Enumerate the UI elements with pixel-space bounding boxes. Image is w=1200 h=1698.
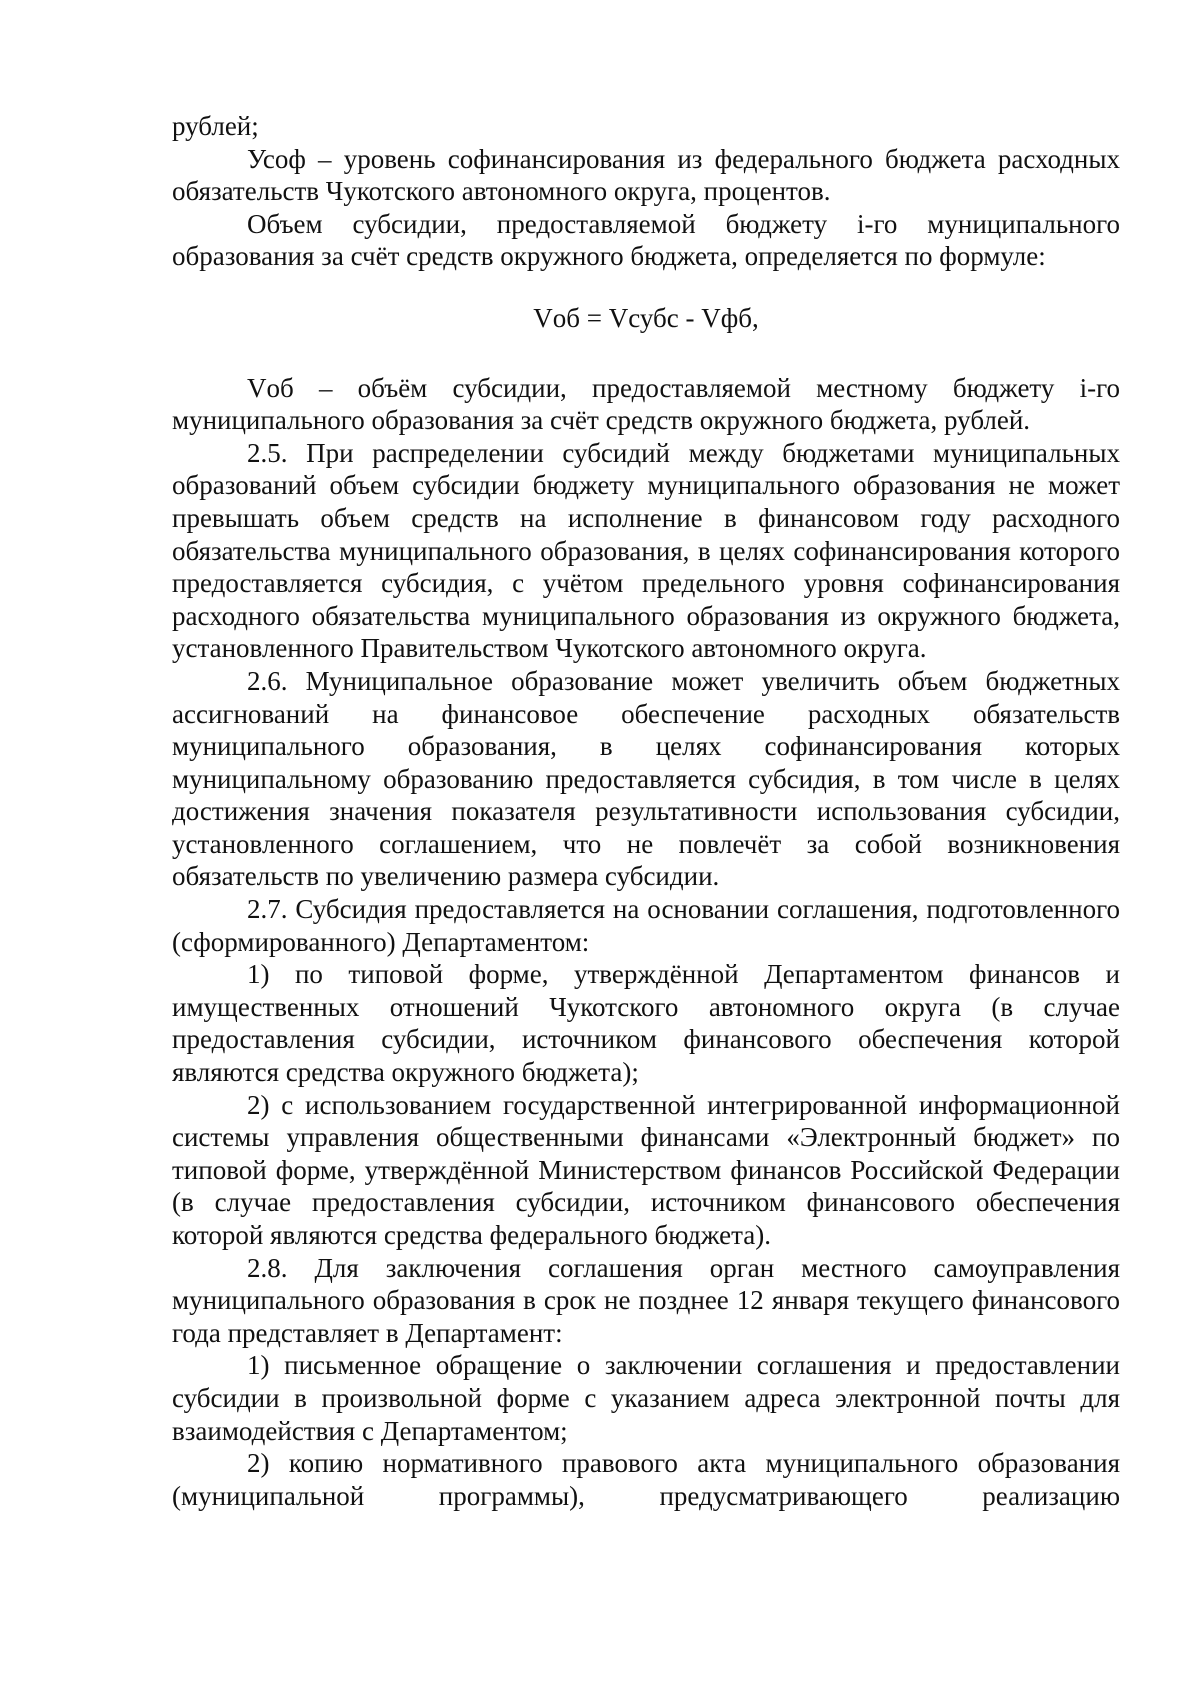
- paragraph-2-7: 2.7. Субсидия предоставляется на основании соглашения, подготовленного (сформированного) Департаментом:: [172, 894, 1120, 957]
- paragraph-usof-definition: Усоф – уровень софинансирования из федерального бюджета расходных обязательств Чукотского автономного округа, процентов.: [172, 143, 1120, 207]
- paragraph-rubley: рублей;: [172, 111, 259, 141]
- paragraph-vob-definition: Vоб – объём субсидии, предоставляемой местному бюджету i-го муниципального образования за счёт средств окружного бюджета, рублей.: [172, 372, 1120, 436]
- document-page: [172, 110, 1120, 1512]
- formula-vob: Vоб = Vсубс - Vфб,: [533, 302, 759, 333]
- paragraph-2-6: 2.6. Муниципальное образование может увеличить объем бюджетных ассигнований на финансовое обеспечение расходных обязательств муниципального образования, в целях софинансирования которых муниципальному образованию предоставляется субсидия, в том числе в целях достижения значения показателя результативности использования субсидии, установленного соглашением, что не повлечёт за собой возникновения обязательств по увеличению размера субсидии.: [172, 665, 1120, 892]
- paragraph-2-7-item-2: 2) с использованием государственной интегрированной информационной системы управления общественными финансами «Электронный бюджет» по типовой форме, утверждённой Министерством финансов Российской Федерации (в случае предоставления субсидии, источником финансового обеспечения которой являются средства федерального бюджета).: [172, 1089, 1120, 1250]
- paragraph-2-7-item-1: 1) по типовой форме, утверждённой Департаментом финансов и имущественных отношений Чукотского автономного округа (в случае предоставления субсидии, источником финансового обеспечения которой являются средства окружного бюджета);: [172, 959, 1120, 1088]
- paragraph-2-5: 2.5. При распределении субсидий между бюджетами муниципальных образований объем субсидии бюджету муниципального образования не может превышать объем средств на исполнение в финансовом году расходного обязательства муниципального образования, в целях софинансирования которого предоставляется субсидия, с учётом предельного уровня софинансирования расходного обязательства муниципального образования из окружного бюджета, установленного Правительством Чукотского автономного округа.: [172, 437, 1120, 664]
- paragraph-2-8-item-1: 1) письменное обращение о заключении соглашения и предоставлении субсидии в произвольной форме с указанием адреса электронной почты для взаимодействия с Департаментом;: [172, 1350, 1120, 1446]
- paragraph-subsidy-volume-intro: Объем субсидии, предоставляемой бюджету i-го муниципального образования за счёт средств окружного бюджета, определяется по формуле:: [172, 208, 1120, 272]
- paragraph-2-8-item-2: 2) копию нормативного правового акта муниципального образования (муниципальной программы), предусматривающего реализацию: [172, 1448, 1120, 1511]
- paragraph-2-8: 2.8. Для заключения соглашения орган местного самоуправления муниципального образования в срок не позднее 12 января текущего финансового года представляет в Департамент:: [172, 1252, 1120, 1348]
